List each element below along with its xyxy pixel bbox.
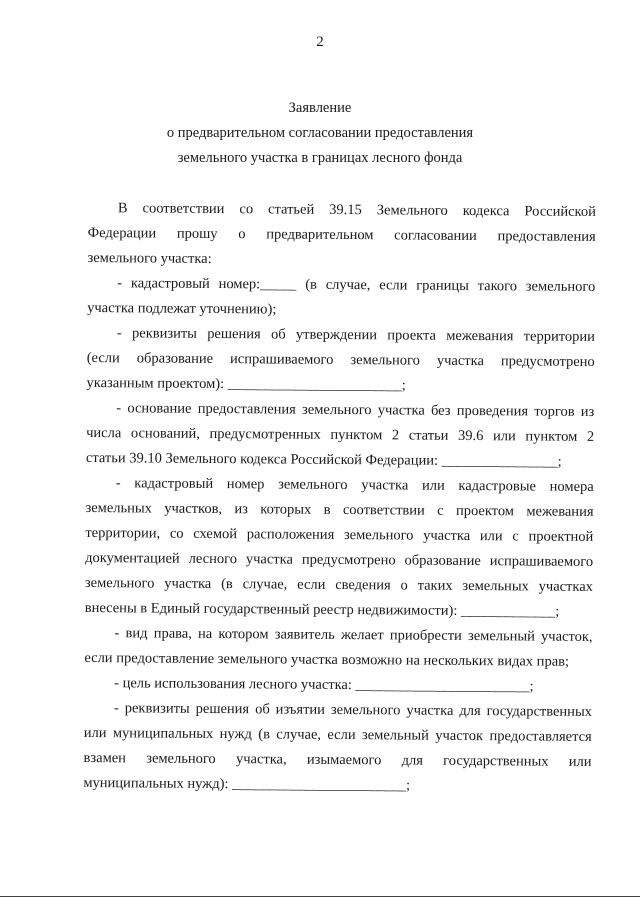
- body-line: - цель использования лесного участка: ________________________;: [114, 675, 534, 695]
- body-line: территории, со схемой расположения земельного участка или с проектной: [85, 524, 594, 545]
- body-line: земельного участка (в случае, если сведения о таких земельных участках: [84, 574, 594, 595]
- page-bottom-edge: [0, 896, 640, 897]
- body-line: взамен земельного участка, изымаемого для государственных или: [83, 749, 592, 770]
- body-line: - вид права, на котором заявитель желает приобрести земельный участок,: [114, 625, 593, 645]
- body-line: - реквизиты решения об изъятии земельного участка для государственных: [113, 700, 593, 720]
- body-line: - кадастровый номер земельного участка или кадастровые номера: [115, 475, 594, 495]
- body-line: - основание предоставления земельного участка без проведения торгов из: [116, 400, 595, 420]
- body-line: В соответствии со статьей 39.15 Земельного кодекса Российской: [117, 200, 596, 220]
- body-line: или муниципальных нужд (в случае, если земельный участок предоставляется: [83, 724, 592, 745]
- title-line-1: Заявление: [288, 100, 352, 116]
- body-line: указанным проектом): ________________________;: [86, 374, 406, 394]
- title-line-2: о предварительном согласовании предоставления: [166, 125, 474, 141]
- body-line: - кадастровый номер:_____ (в случае, если границы такого земельного: [117, 275, 596, 295]
- body-line: документацией лесного участка предусмотрено образование испрашиваемого: [85, 549, 594, 570]
- document-title: [0, 96, 640, 171]
- body-line: земельного участка:: [87, 249, 212, 267]
- body-line: числа оснований, предусмотренных пунктом 2 статьи 39.6 или пунктом 2: [86, 424, 595, 445]
- document-body: [83, 196, 596, 800]
- body-line: земельных участков, из которых в соответствии с проектом межевания: [85, 499, 594, 520]
- body-line: (если образование испрашиваемого земельного участка предусмотрено: [86, 349, 595, 370]
- body-line: внесены в Единый государственный реестр недвижимости): _____________;: [84, 599, 560, 620]
- body-line: участка подлежат уточнению);: [87, 299, 277, 318]
- body-line: муниципальных нужд): ________________________;: [83, 774, 411, 794]
- body-line: статьи 39.10 Земельного кодекса Российской Федерации: ________________;: [85, 449, 562, 470]
- body-line: Федерации прошу о предварительном согласовании предоставления: [87, 224, 596, 245]
- title-line-3: земельного участка в границах лесного фонда: [177, 150, 463, 166]
- body-line: если предоставление земельного участка возможно на нескольких видах прав;: [84, 649, 570, 670]
- page-number: 2: [316, 34, 324, 50]
- body-line: - реквизиты решения об утверждении проекта межевания территории: [116, 325, 595, 345]
